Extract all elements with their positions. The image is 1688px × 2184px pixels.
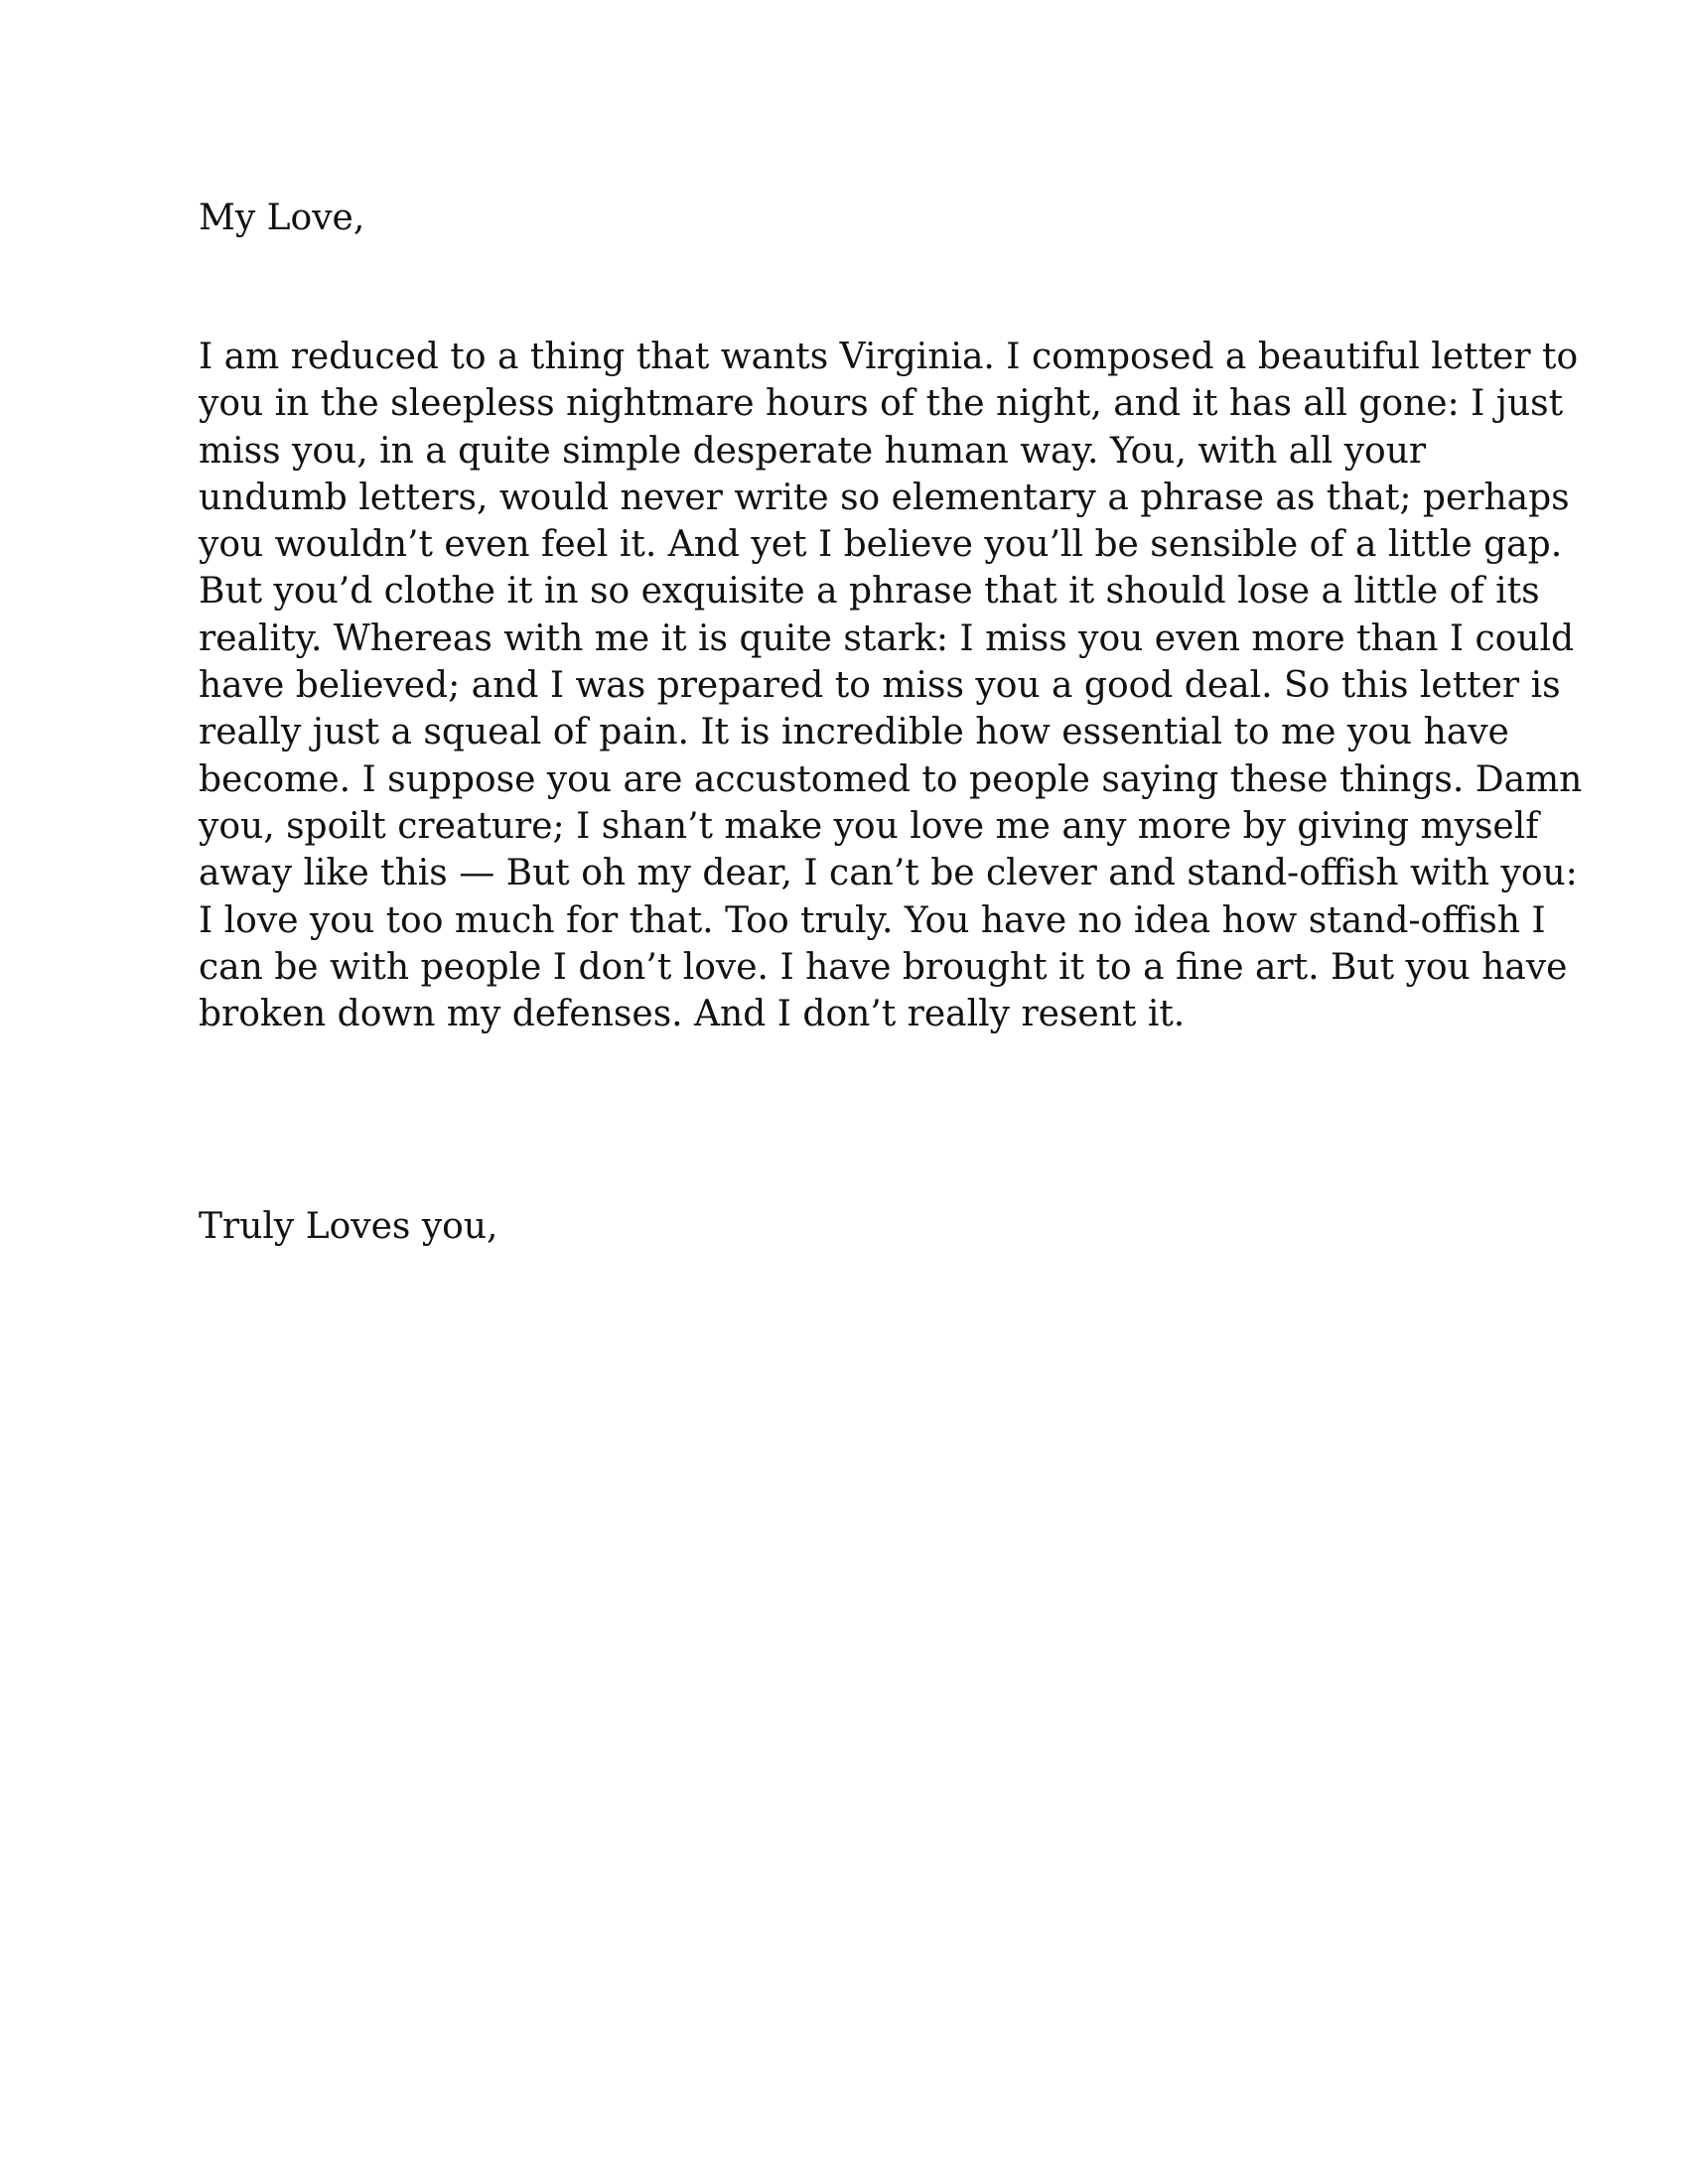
body-line: reality. Whereas with me it is quite stark: I miss you even more than I could <box>199 617 1575 659</box>
salutation: My Love, <box>199 198 365 238</box>
body-line: you in the sleepless nightmare hours of the night, and it has all gone: I just <box>199 383 1564 425</box>
body-line: can be with people I don’t love. I have brought it to a fine art. But you have <box>199 946 1568 988</box>
body-line: become. I suppose you are accustomed to people saying these things. Damn <box>199 758 1583 800</box>
body-line: have believed; and I was prepared to miss you a good deal. So this letter is <box>199 665 1561 707</box>
body-line: away like this — But oh my dear, I can’t be clever and stand-offish with you: <box>199 853 1578 894</box>
closing: Truly Loves you, <box>199 1206 498 1247</box>
body-line: undumb letters, would never write so elementary a phrase as that; perhaps <box>199 477 1570 518</box>
body-line: I love you too much for that. Too truly. You have no idea how stand-offish I <box>199 899 1546 941</box>
body-line: you wouldn’t even feel it. And yet I believe you’ll be sensible of a little gap. <box>199 524 1563 566</box>
body-line: But you’d clothe it in so exquisite a phrase that it should lose a little of its <box>199 571 1540 613</box>
body-line: really just a squeal of pain. It is incredible how essential to me you have <box>199 712 1509 753</box>
body-line: broken down my defenses. And I don’t really resent it. <box>199 994 1186 1035</box>
body-line: you, spoilt creature; I shan’t make you love me any more by giving myself <box>199 805 1539 847</box>
letter-body <box>199 334 1583 1037</box>
body-line: miss you, in a quite simple desperate human way. You, with all your <box>199 430 1427 472</box>
body-line: I am reduced to a thing that wants Virginia. I composed a beautiful letter to <box>199 337 1579 377</box>
